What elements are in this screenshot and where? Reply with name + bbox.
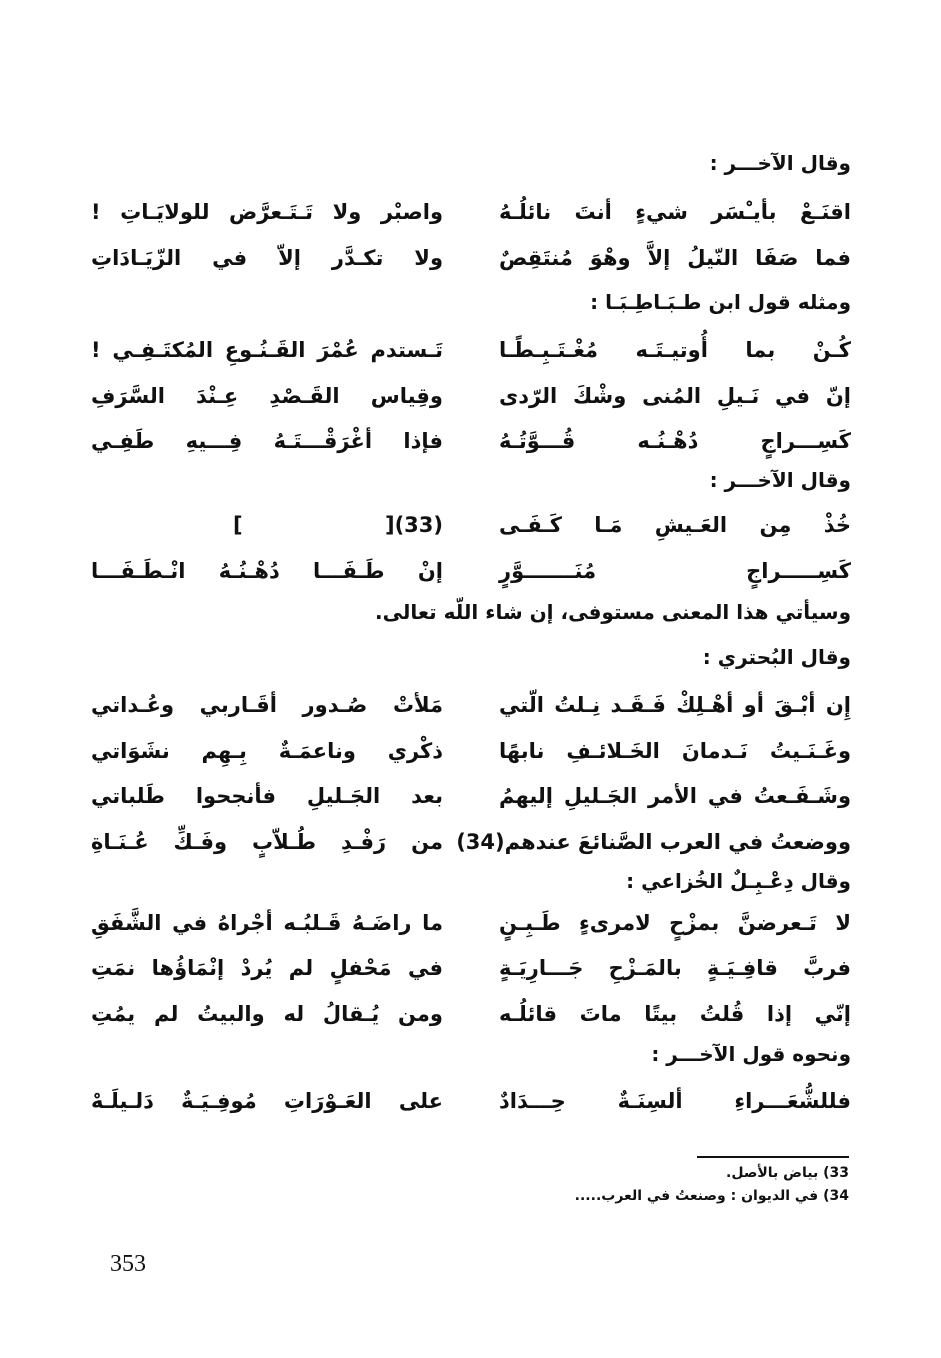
footnote bbox=[349, 1185, 849, 1207]
verse-second-hemistich: إنْ طَـفَـــا دُهْـنُـهُ انْـطَـفَـــا bbox=[91, 559, 443, 583]
verse-line bbox=[91, 776, 851, 816]
verse-first-hemistich: لا تَـعرضنَّ بمزْحٍ لامرىءٍ طَـبِـنٍ bbox=[499, 911, 851, 935]
verse-first-hemistich: فللشُّعَـــراءِ ألسِنَـةٌ حِـــدَادٌ bbox=[499, 1089, 851, 1113]
verse-line bbox=[91, 903, 851, 943]
verse-line bbox=[91, 551, 851, 591]
footnote-text: بياض بالأصل. bbox=[726, 1165, 819, 1181]
verse-second-hemistich: تَـستدم عُمْرَ القَـنُـوعِ المُكتَـفِـي ! bbox=[91, 338, 443, 362]
verse-first-hemistich: فما صَفَا النّيلُ إلاَّ وهْوَ مُنتَقِصٌ bbox=[499, 246, 851, 270]
section-heading: وقال دِعْـبِـلٌ الخُزاعي : bbox=[626, 869, 851, 893]
verse-first-hemistich: وغَـنَـيتُ نَـدمانَ الخَـلائـفِ نابهًا bbox=[499, 739, 851, 763]
verse-first-hemistich: وشَـفَـعتُ في الأمر الجَـليلِ إليهمُ bbox=[499, 784, 851, 808]
verse-second-hemistich: من رَفْـدِ طُـلاّبٍ وفَـكِّ عُـنَـاةِ bbox=[91, 830, 443, 854]
verse-first-hemistich: إِن أبْـقَ أو أهْـلِكْ فَـقَـد نِـلتُ الّتي bbox=[499, 693, 851, 717]
verse-line bbox=[91, 376, 851, 416]
prose-line: وسيأتي هذا المعنى مستوفى، إن شاء اللّه تعالى. bbox=[375, 600, 851, 624]
verse-line bbox=[91, 685, 851, 725]
footnote-number: 33) bbox=[823, 1165, 849, 1181]
footnote bbox=[349, 1162, 849, 1184]
footnote-text: في الديوان : وصنعتُ في العرب..... bbox=[574, 1188, 819, 1204]
verse-first-hemistich: ووضعتُ في العرب الصَّنائعَ عندهم(34) bbox=[456, 830, 851, 854]
verse-second-hemistich: مَلأتْ صُـدور أقَـاربي وعُـداتي bbox=[91, 693, 443, 717]
verse-line bbox=[91, 994, 851, 1034]
verse-second-hemistich: وقِياس القَـصْدِ عِـنْدَ السَّرَفِ bbox=[91, 384, 443, 408]
verse-first-hemistich: كُـنْ بما أُوتيـتَـه مُغْـتَـبِـطًـا bbox=[499, 338, 851, 362]
verse-first-hemistich: إنّي إذا قُلتُ بيتًا ماتَ قائلُـه bbox=[499, 1002, 851, 1026]
verse-first-hemistich: اقنَـعْ بأيـْسَر شيءٍ أنتَ نائلُـهُ bbox=[499, 200, 851, 224]
verse-line bbox=[91, 731, 851, 771]
verse-line bbox=[91, 505, 851, 545]
footnote-number: 34) bbox=[823, 1188, 849, 1204]
verse-first-hemistich: فربَّ قافِـيَـةٍ بالمَـزْحِ جَـــارِيَـةٍ bbox=[499, 956, 851, 980]
section-heading: وقال الآخـــر : bbox=[709, 468, 851, 492]
verse-first-hemistich: كَسِـــــراجٍ مُنَـــــــوَّرٍ bbox=[499, 559, 851, 583]
lacuna-bracket: [ ](33) bbox=[233, 513, 443, 537]
verse-second-hemistich: على العَـوْرَاتِ مُوفِـيَـةٌ دَلـيلَـهْ bbox=[91, 1089, 443, 1113]
verse-second-hemistich: واصبْر ولا تَـتَـعرَّض للولايَـاتِ ! bbox=[91, 200, 443, 224]
verse-second-hemistich: ومن يُـقالُ له والبيتُ لم يمُتِ bbox=[91, 1002, 443, 1026]
section-heading: ومثله قول ابن طـبَـاطِـبَـا : bbox=[590, 290, 851, 314]
verse-second-hemistich: ذكْري وناعمَـةٌ بِـهِم نشَوَاتي bbox=[91, 739, 443, 763]
verse-second-hemistich: ولا تكـدَّر إلاّ في الزّيَـادَاتِ bbox=[91, 246, 443, 270]
verse-line bbox=[91, 1081, 851, 1121]
verse-first-hemistich: إنّ في نَـيلِ المُنى وشْكَ الرّدى bbox=[499, 384, 851, 408]
verse-line bbox=[91, 238, 851, 278]
verse-line bbox=[91, 822, 851, 862]
verse-line bbox=[91, 421, 851, 461]
section-heading: وقال البُحتري : bbox=[702, 645, 851, 669]
verse-line bbox=[91, 330, 851, 370]
verse-second-hemistich: بعد الجَـليلِ فأنجحوا طَلباتي bbox=[91, 784, 443, 808]
verse-second-hemistich: فإذا أغْرَقْـــتَـهُ فِـــيهِ طَفِـي bbox=[91, 429, 443, 453]
verse-first-hemistich: خُذْ مِن العَـيشِ مَـا كَـفَـى bbox=[499, 513, 851, 537]
section-heading: ونحوه قول الآخـــر : bbox=[651, 1042, 851, 1066]
page-number: 353 bbox=[110, 1251, 146, 1277]
verse-second-hemistich: في مَحْفلٍ لم يُردْ إنْمَاؤُها نمَتِ bbox=[91, 956, 443, 980]
footnote-separator bbox=[697, 1156, 849, 1158]
verse-second-hemistich: ما راضَـهُ قَـلبُـه أجْراهُ في الشَّفَقِ bbox=[91, 911, 443, 935]
section-heading: وقال الآخـــر : bbox=[709, 151, 851, 175]
verse-line bbox=[91, 192, 851, 232]
verse-first-hemistich: كَسِـــراجٍ دُهْـنُـه قُـــوَّتُـهُ bbox=[499, 429, 851, 453]
verse-line bbox=[91, 948, 851, 988]
